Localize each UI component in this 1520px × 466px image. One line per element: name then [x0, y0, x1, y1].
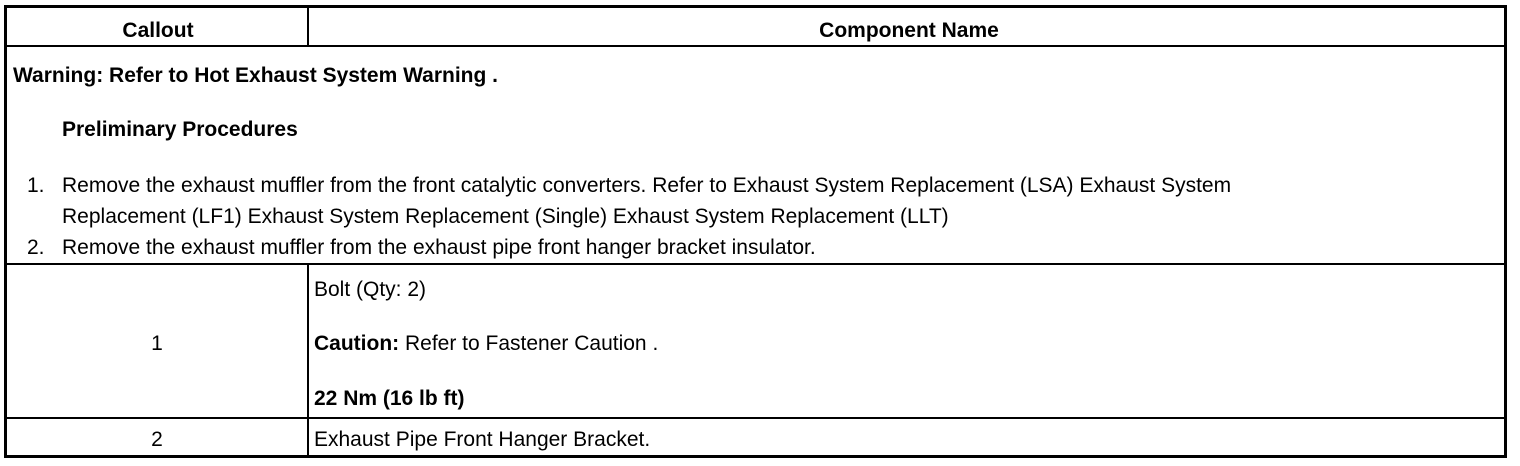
step-number: 1. [27, 174, 45, 197]
preliminary-procedures-title: Preliminary Procedures [62, 118, 298, 141]
warning-text: Warning: Refer to Hot Exhaust System Warning . [13, 64, 498, 87]
component-table [4, 5, 1507, 458]
row-rule [7, 417, 1504, 419]
header-component-name: Component Name [819, 19, 999, 42]
header-callout: Callout [122, 19, 194, 42]
step-text-line: Replacement (LF1) Exhaust System Replacement (Single) Exhaust System Replacement (LLT) [62, 205, 949, 228]
torque-spec: 22 Nm (16 lb ft) [314, 387, 465, 410]
header-divider [307, 8, 309, 45]
callout-number: 2 [151, 428, 163, 451]
caution-text: Refer to Fastener Caution . [399, 332, 659, 355]
caution-label: Caution: [314, 332, 400, 355]
column-divider [307, 263, 309, 456]
caution-line [314, 333, 658, 354]
step-number: 2. [27, 236, 45, 259]
component-name: Exhaust Pipe Front Hanger Bracket. [314, 428, 651, 451]
component-name: Bolt (Qty: 2) [314, 278, 427, 301]
header-bottom-rule [7, 45, 1504, 47]
step-text-line: Remove the exhaust muffler from the exhaust pipe front hanger bracket insulator. [62, 236, 816, 259]
callout-number: 1 [151, 332, 163, 355]
section-bottom-rule [7, 263, 1504, 265]
step-text-line: Remove the exhaust muffler from the front catalytic converters. Refer to Exhaust System Replacement (LSA) Exhaust System [62, 174, 1232, 197]
